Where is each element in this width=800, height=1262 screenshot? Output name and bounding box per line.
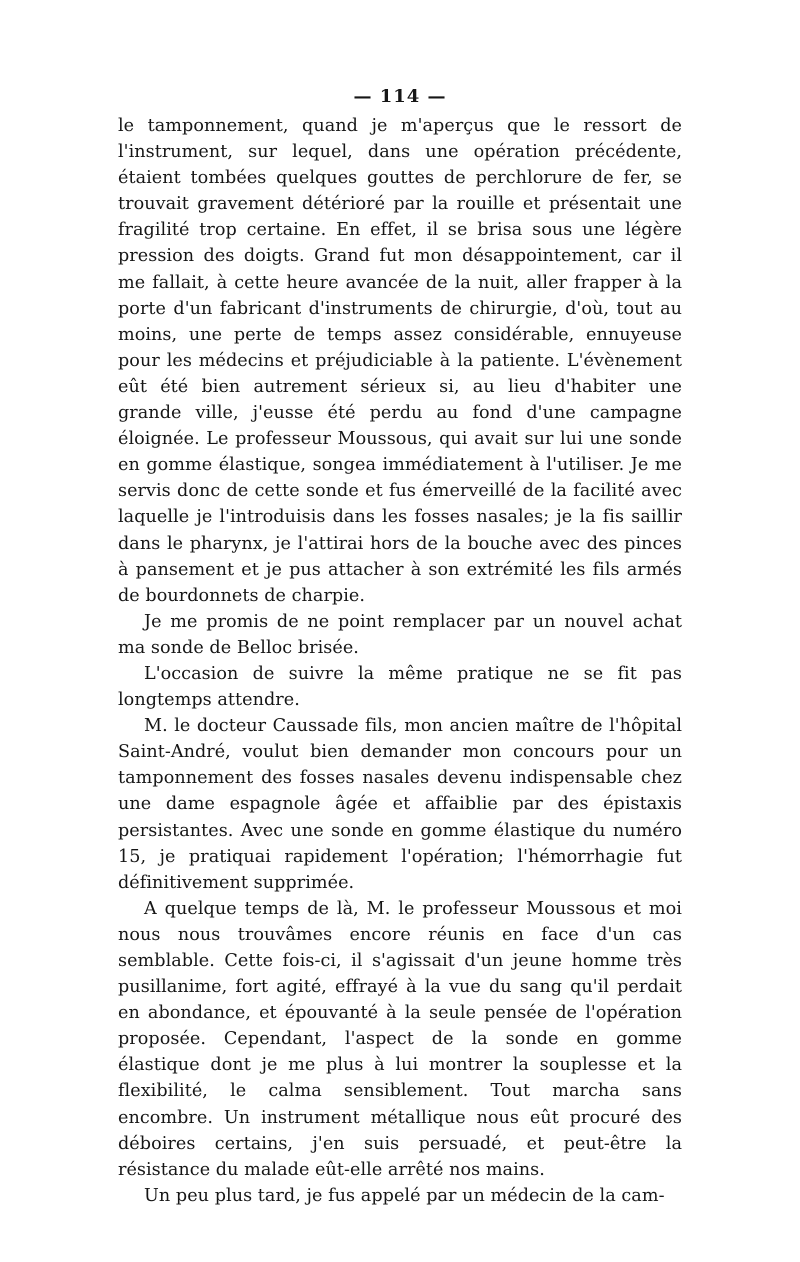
page-number: — 114 — [353, 86, 447, 107]
book-page [118, 84, 682, 1209]
paragraph-caussade: M. le docteur Caussade fils, mon ancien maître de l'hôpital Saint-André, voulut bien demander mon concours pour un tamponnement des fosses nasales devenu indispensable chez une dame espagnole âgée et affaiblie par des épistaxis persistantes. Avec une sonde en gomme élastique du numéro 15, je pratiquai rapidement l'opération; l'hémorrhagie fut définitivement supprimée. [118, 716, 682, 893]
paragraph-belloc-sonde: Je me promis de ne point remplacer par un nouvel achat ma sonde de Belloc brisée. [118, 611, 682, 658]
paragraph-moussous-case: A quelque temps de là, M. le professeur Moussous et moi nous nous trouvâmes encore réunis en face d'un cas semblable. Cette fois-ci, il s'agissait d'un jeune homme très pusillanime, fort agité, effrayé à la vue du sang qu'il perdait en abondance, et épouvanté à la seule pensée de l'opération proposée. Cependant, l'aspect de la sonde en gomme élastique dont je me plus à lui montrer la souplesse et la flexibilité, le calma sensiblement. Tout marcha sans encombre. Un instrument métallique nous eût procuré des déboires certains, j'en suis persuadé, et peut-être la résistance du malade eût-elle arrêté nos mains. [118, 898, 682, 1180]
paragraph-continuation: le tamponnement, quand je m'aperçus que le ressort de l'instrument, sur lequel, dans une opération précédente, étaient tombées quelques gouttes de perchlorure de fer, se trouvait gravement détérioré par la rouille et présentait une fragilité trop certaine. En effet, il se brisa sous une légère pression des doigts. Grand fut mon désappointement, car il me fallait, à cette heure avancée de la nuit, aller frapper à la porte d'un fabricant d'instruments de chirurgie, d'où, tout au moins, une perte de temps assez considérable, ennuyeuse pour les médecins et préjudiciable à la patiente. L'évènement eût été bien autrement sérieux si, au lieu d'habiter une grande ville, j'eusse été perdu au fond d'une campagne éloignée. Le professeur Moussous, qui avait sur lui une sonde en gomme élastique, songea immédiatement à l'utiliser. Je me servis donc de cette sonde et fus émerveillé de la facilité avec laquelle je l'introduisis dans les fosses nasales; je la fis saillir dans le pharynx, je l'attirai hors de la bouche avec des pinces à pansement et je pus attacher à son extrémité les fils armés de bourdonnets de charpie. [118, 116, 682, 606]
paragraph-occasion: L'occasion de suivre la même pratique ne se fit pas longtemps attendre. [118, 663, 682, 711]
paragraph-final: Un peu plus tard, je fus appelé par un médecin de la cam- [144, 1185, 665, 1206]
